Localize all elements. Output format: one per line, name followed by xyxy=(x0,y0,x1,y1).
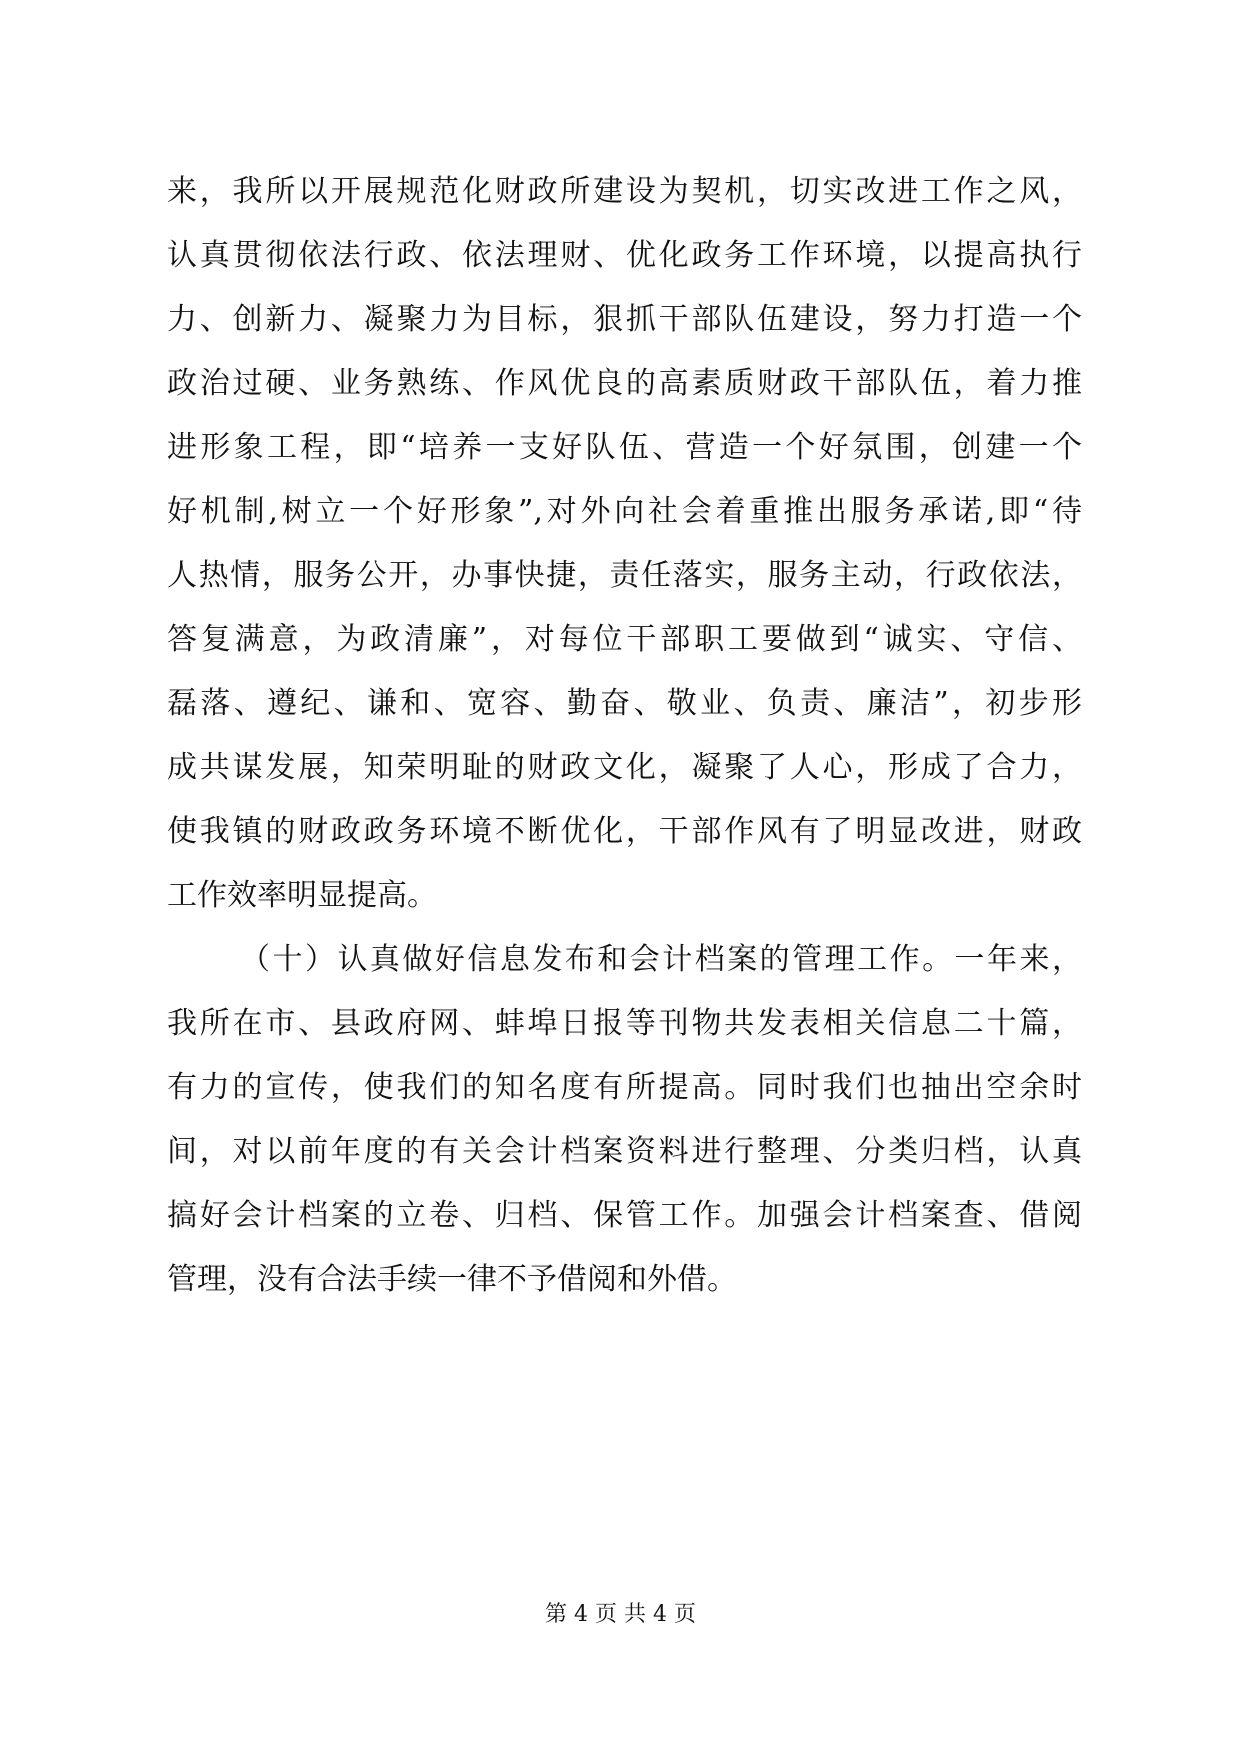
paragraph-2-line-1: （十）认真做好信息发布和会计档案的管理工作。一年来， xyxy=(240,942,1082,977)
paragraph-1-line-3: 力、创新力、凝聚力为目标，狠抓干部队伍建设，努力打造一个 xyxy=(167,302,1082,337)
paragraph-1-line-12: 工作效率明显提高。 xyxy=(167,878,437,913)
paragraph-2-line-6: 管理，没有合法手续一律不予借阅和外借。 xyxy=(167,1262,737,1297)
paragraph-2-line-4: 间，对以前年度的有关会计档案资料进行整理、分类归档，认真 xyxy=(167,1134,1082,1169)
paragraph-2-line-3: 有力的宣传，使我们的知名度有所提高。同时我们也抽出空余时 xyxy=(167,1070,1082,1105)
paragraph-1-line-11: 使我镇的财政政务环境不断优化，干部作风有了明显改进，财政 xyxy=(167,814,1082,849)
paragraph-1-line-4: 政治过硬、业务熟练、作风优良的高素质财政干部队伍，着力推 xyxy=(167,366,1082,401)
paragraph-1-line-2: 认真贯彻依法行政、依法理财、优化政务工作环境，以提高执行 xyxy=(167,238,1082,273)
document-body xyxy=(167,160,1082,1312)
page-number-footer: 第 4 页 共 4 页 xyxy=(545,1602,696,1627)
paragraph-1-line-1: 来，我所以开展规范化财政所建设为契机，切实改进工作之风， xyxy=(167,174,1082,209)
paragraph-1-line-7: 人热情，服务公开，办事快捷，责任落实，服务主动，行政依法， xyxy=(167,558,1082,593)
paragraph-2-line-5: 搞好会计档案的立卷、归档、保管工作。加强会计档案查、借阅 xyxy=(167,1198,1082,1233)
paragraph-1-line-10: 成共谋发展，知荣明耻的财政文化，凝聚了人心，形成了合力， xyxy=(167,750,1082,785)
paragraph-1-line-9: 磊落、遵纪、谦和、宽容、勤奋、敬业、负责、廉洁”，初步形 xyxy=(167,686,1082,721)
paragraph-1-line-8: 答复满意，为政清廉”，对每位干部职工要做到“诚实、守信、 xyxy=(167,622,1082,657)
paragraph-1-line-5: 进形象工程，即“培养一支好队伍、营造一个好氛围，创建一个 xyxy=(167,430,1082,465)
paragraph-1-line-6: 好机制,树立一个好形象”,对外向社会着重推出服务承诺,即“待 xyxy=(167,494,1082,529)
paragraph-2-line-2: 我所在市、县政府网、蚌埠日报等刊物共发表相关信息二十篇， xyxy=(167,1006,1082,1041)
